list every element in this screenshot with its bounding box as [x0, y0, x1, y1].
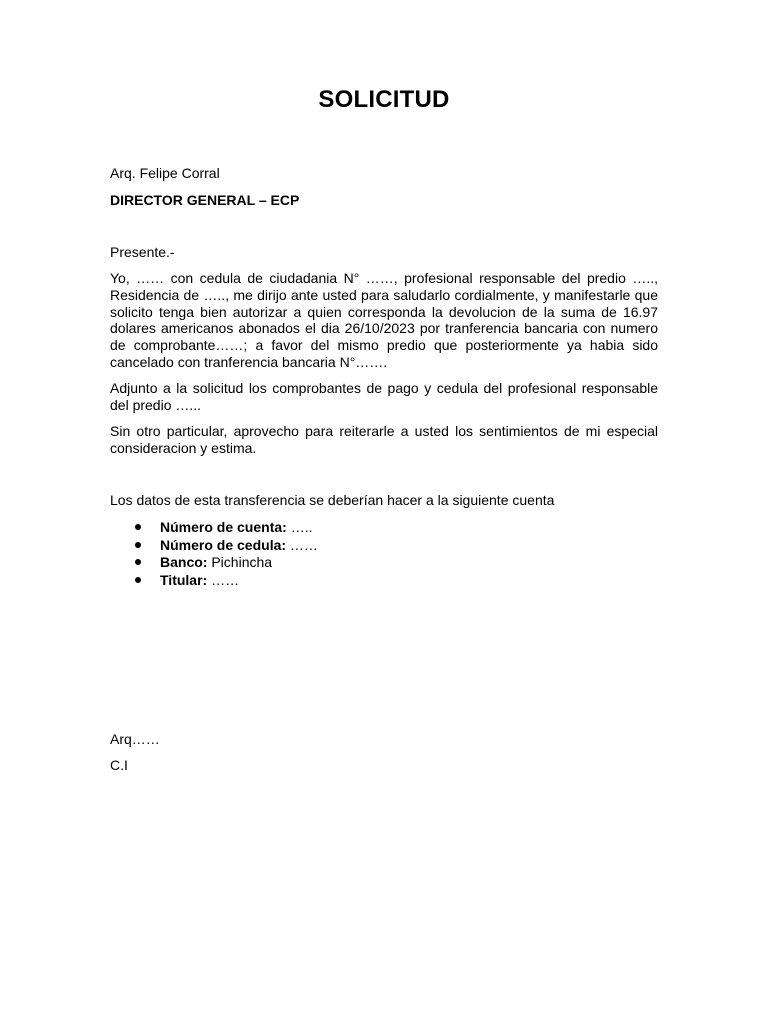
- list-item-holder: [110, 572, 318, 590]
- item-label: Número de cuenta:: [160, 519, 287, 535]
- signature-name: Arq……: [110, 731, 160, 747]
- item-label: Número de cedula:: [160, 536, 287, 553]
- salutation: Presente.-: [110, 244, 175, 260]
- transfer-intro: Los datos de esta transferencia se deberían hacer a la siguiente cuenta: [110, 492, 555, 508]
- recipient-name: Arq. Felipe Corral: [110, 165, 220, 181]
- list-item-bank: [110, 554, 318, 572]
- item-value: ……: [286, 536, 318, 553]
- body-paragraph-closing: Sin otro particular, aprovecho para reiterarle a usted los sentimientos de mi especial consideracion y estima.: [110, 423, 658, 456]
- body-paragraph-attachments: Adjunto a la solicitud los comprobantes de pago y cedula del profesional responsable del predio …...: [110, 380, 658, 413]
- bullet-icon: [135, 542, 141, 548]
- bullet-icon: [135, 577, 141, 583]
- bullet-icon: [135, 524, 141, 530]
- document-title: SOLICITUD: [318, 86, 450, 113]
- body-paragraph-request: Yo, …… con cedula de ciudadania N° ……, profesional responsable del predio ….., Residencia de ….., me dirijo ante usted para saludarlo cordialmente, y manifestarle que solicito tenga bien autorizar a quien corresponda la devolucion de la suma de 16.97 dolares americanos abonados el dia 26/10/2023 por tranferencia bancaria con numero de comprobante……; a favor del mismo predio que posteriormente ya habia sido cancelado con tranferencia bancaria N°…….: [110, 270, 658, 370]
- item-value: Pichincha: [207, 554, 273, 571]
- item-label: Titular:: [160, 572, 208, 589]
- list-item-account-number: [110, 519, 318, 537]
- item-value: ……: [207, 572, 240, 589]
- bullet-icon: [135, 559, 141, 565]
- list-item-id-number: [110, 537, 318, 555]
- item-label: Banco:: [160, 554, 208, 571]
- item-value: …..: [286, 519, 313, 535]
- signature-id: C.I: [110, 757, 128, 773]
- recipient-role: DIRECTOR GENERAL – ECP: [110, 192, 300, 208]
- account-details-list: [110, 519, 318, 590]
